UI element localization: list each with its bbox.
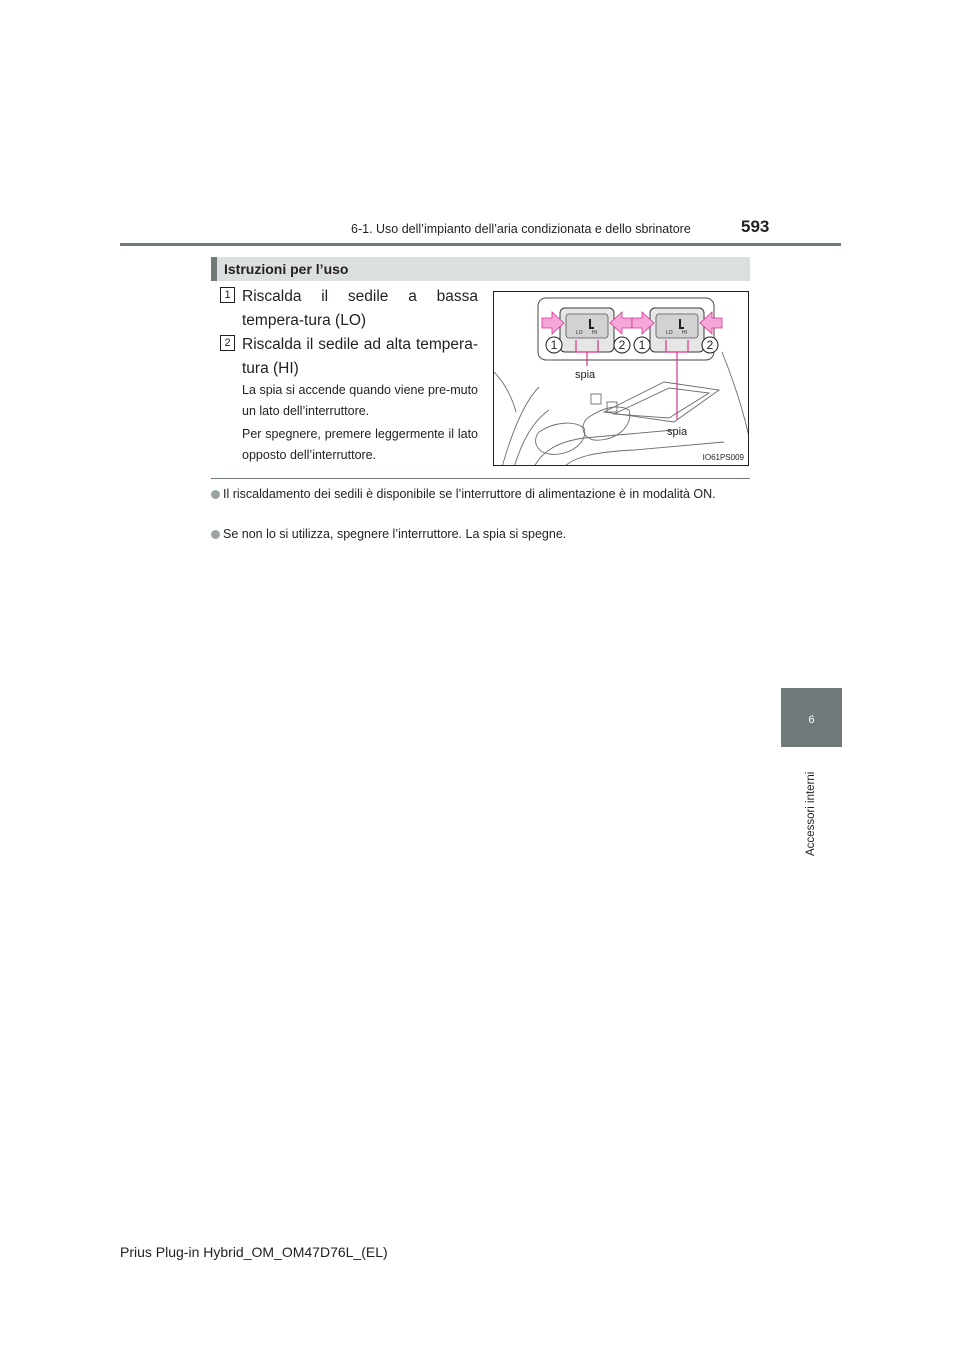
chapter-number: 6 [808,714,815,726]
figure-code: IO61PS009 [702,453,744,462]
switch-hi-label: HI [682,330,687,336]
seat-edge [494,372,516,412]
detail-paragraph: Per spegnere, premere leggermente il lato opposto dell’interruttore. [242,427,478,462]
section-heading [211,257,750,281]
bullet-icon [211,490,220,499]
console-panel [604,382,719,422]
callout-number: 1 [550,338,558,352]
bullet-icon [211,530,220,539]
seat-heater-illustration [493,291,749,466]
switch-face [566,314,608,338]
item-number-badge: 1 [220,287,235,303]
section-title: Istruzioni per l’uso [224,261,349,277]
console-drawing [494,292,749,466]
item-1-text: Riscalda il sedile a bassa tempera-tura (LO) [242,288,478,329]
document-footer: Prius Plug-in Hybrid_OM_OM47D76L_(EL) [120,1244,388,1260]
switch-hi-label: HI [592,330,597,336]
header-divider [120,243,841,246]
switch-lo-label: LO [576,330,583,336]
callout-number: 2 [618,338,626,352]
note-text: Il riscaldamento dei sedili è disponibile se l’interruttore di alimentazione è in modalità ON. [223,487,716,501]
section-divider [211,478,750,479]
console-line [564,442,724,466]
indicator-label: spia [667,426,688,438]
indicator-label: spia [575,369,596,381]
switch-thumb [591,394,601,404]
console-panel-inner [614,388,709,418]
page-number: 593 [741,217,770,236]
callout-number: 2 [706,338,714,352]
callout-number: 1 [638,338,646,352]
chapter-label: Accessori interni [805,771,817,856]
item-2-text: Riscalda il sedile ad alta tempera-tura (HI) [242,336,478,377]
section-accent [211,257,217,281]
item-number-badge: 2 [220,335,235,351]
switch-face [656,314,698,338]
note-text: Se non lo si utilizza, spegnere l’interruttore. La spia si spegne. [223,527,567,541]
seat-edge [722,352,749,442]
switch-lo-label: LO [666,330,673,336]
detail-paragraph: La spia si accende quando viene pre-muto un lato dell’interruttore. [242,383,478,418]
running-header: 6-1. Uso dell’impianto dell’aria condizionata e dello sbrinatore [351,222,691,236]
